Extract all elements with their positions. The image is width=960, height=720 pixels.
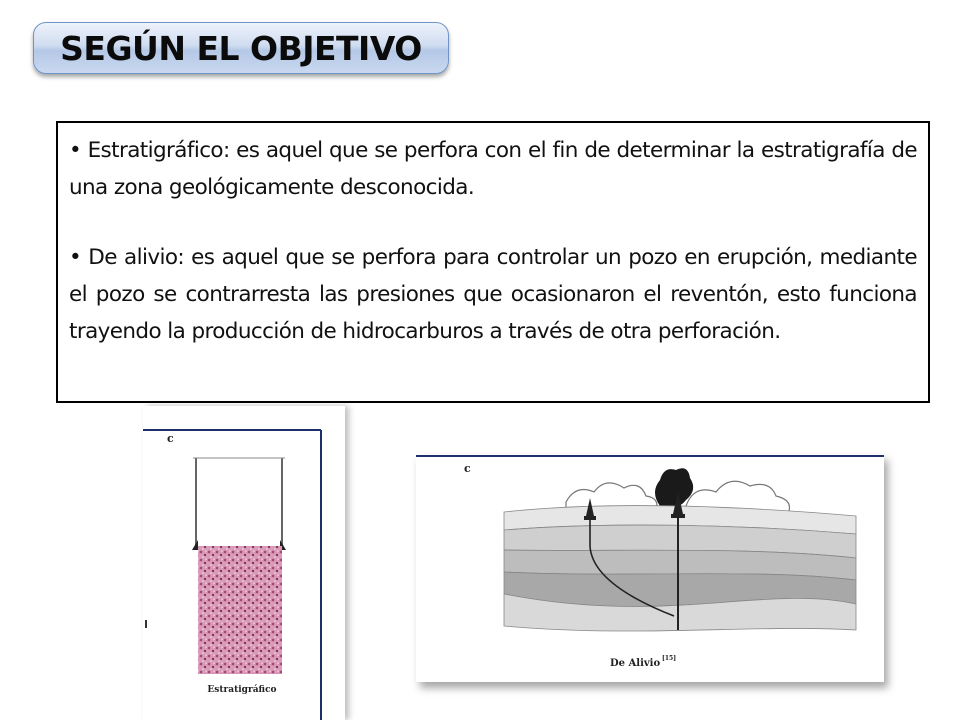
stratigraphic-well-diagram — [143, 406, 345, 720]
caption-reference: [15] — [662, 655, 677, 662]
page-title: SEGÚN EL OBJETIVO — [60, 28, 422, 68]
paragraph-de-alivio: • De alivio: es aquel que se perfora para controlar un pozo en erupción, mediante el pozo se contrarresta las presiones que ocasionaron el reventón, esto funciona trayendo la producción de hidrocarburos a través de otra perforación. — [69, 245, 917, 344]
stratigraphic-well-figure — [143, 406, 345, 720]
title-banner — [33, 22, 449, 74]
relief-well-diagram — [416, 454, 884, 682]
blowout-plume — [655, 468, 693, 506]
paragraph-estratigrafico: • Estratigráfico: es aquel que se perfora con el fin de determinar la estratigrafía de una zona geológicamente desconocida. — [69, 138, 917, 200]
caption-estratigrafico: Estratigráfico — [207, 685, 277, 695]
corner-mark: c — [167, 432, 174, 445]
definitions-box — [56, 121, 930, 403]
relief-well-figure — [416, 454, 884, 682]
corner-mark: c — [464, 462, 471, 475]
caption-de-alivio: De Alivio — [610, 658, 661, 669]
stratigraphic-core — [198, 546, 282, 674]
